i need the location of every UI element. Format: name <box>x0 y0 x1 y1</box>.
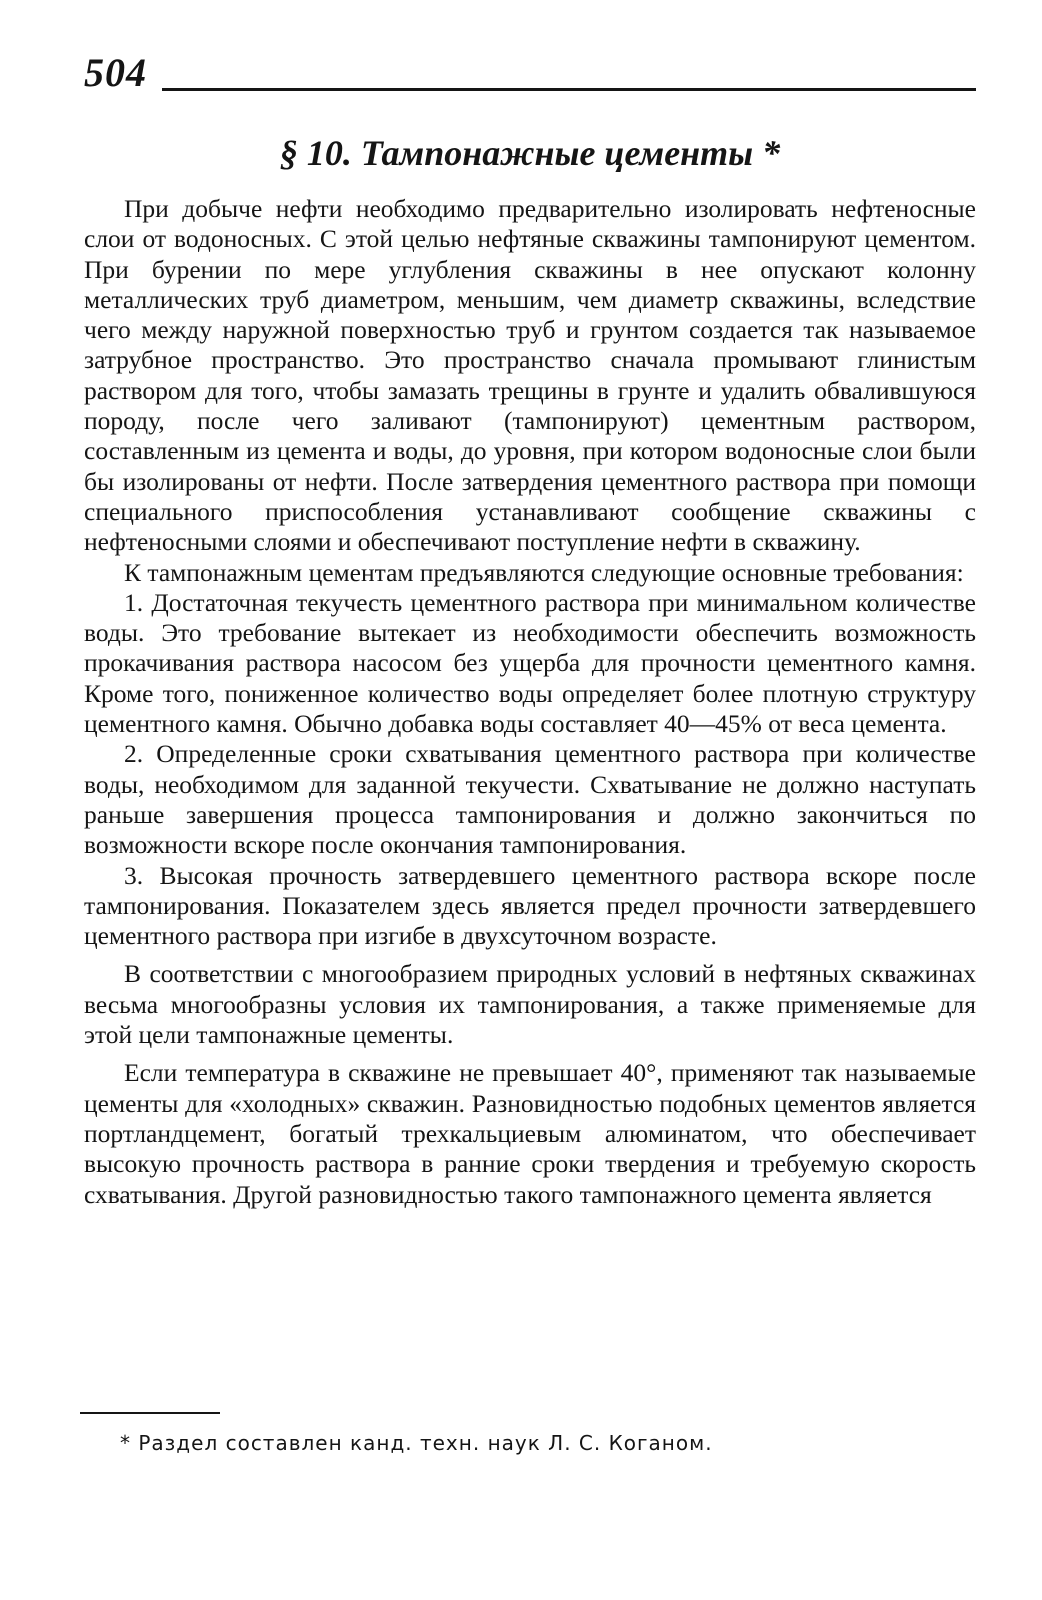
paragraph-requirement-1: 1. Достаточная текучесть цементного раствора при минимальном количестве воды. Это требование вытекает из необходимости обеспечить возможность прокачивания раствора насосом без ущерба для прочности цементного камня. Кроме того, пониженное количество воды определяет более плотную структуру цементного камня. Обычно добавка воды составляет 40—45% от веса цемента. <box>84 587 976 739</box>
paragraph-intro: При добыче нефти необходимо предварительно изолировать нефтеносные слои от водоносных. С этой целью нефтяные скважины тампонируют цементом. При бурении по мере углубления скважины в нее опускают колонну металлических труб диаметром, меньшим, чем диаметр скважины, вследствие чего между наружной поверхностью труб и грунтом создается так называемое затрубное пространство. Это пространство сначала промывают глинистым раствором для того, чтобы замазать трещины в грунте и удалить обвалившуюся породу, после чего заливают (тампонируют) цементным раствором, составленным из цемента и воды, до уровня, при котором водоносные слои были бы изолированы от нефти. После затвердения цементного раствора при помощи специального приспособления устанавливают сообщение скважины с нефтеносными слоями и обеспечивают поступление нефти в скважину. <box>84 194 976 557</box>
paragraph-requirements-lead: К тампонажным цементам предъявляются следующие основные требования: <box>124 557 964 587</box>
page-number: 504 <box>84 50 147 95</box>
paragraph-cold-wells: Если температура в скважине не превышает 40°, применяют так называемые цементы для «холодных» скважин. Разновидностью подобных цементов является портландцемент, богатый трехкальциевым алюминатом, что обеспечивает высокую прочность раствора в ранние сроки твердения и требуемую скорость схватывания. Другой разновидностью такого тампонажного цемента является <box>84 1058 976 1209</box>
paragraph-conditions: В соответствии с многообразием природных условий в нефтяных скважинах весьма многообразны условия их тампонирования, а также применяемые для этой цели тампонажные цементы. <box>84 959 976 1050</box>
page-header <box>84 50 976 96</box>
footnote: * Раздел составлен канд. техн. наук Л. С. Коганом. <box>120 1431 713 1455</box>
header-rule <box>162 88 976 91</box>
section-title: § 10. Тампонажные цементы * <box>279 133 781 173</box>
paragraph-requirement-3: 3. Высокая прочность затвердевшего цементного раствора вскоре после тампонирования. Показателем здесь является предел прочности затвердевшего цементного раствора при изгибе в двухсуточном возрасте. <box>84 860 976 951</box>
footnote-rule <box>80 1412 220 1414</box>
paragraph-requirement-2: 2. Определенные сроки схватывания цементного раствора при количестве воды, необходимом для заданной текучести. Схватывание не должно наступать раньше завершения процесса тампонирования и должно закончиться по возможности вскоре после окончания тампонирования. <box>84 739 976 860</box>
body-text <box>84 194 976 1210</box>
